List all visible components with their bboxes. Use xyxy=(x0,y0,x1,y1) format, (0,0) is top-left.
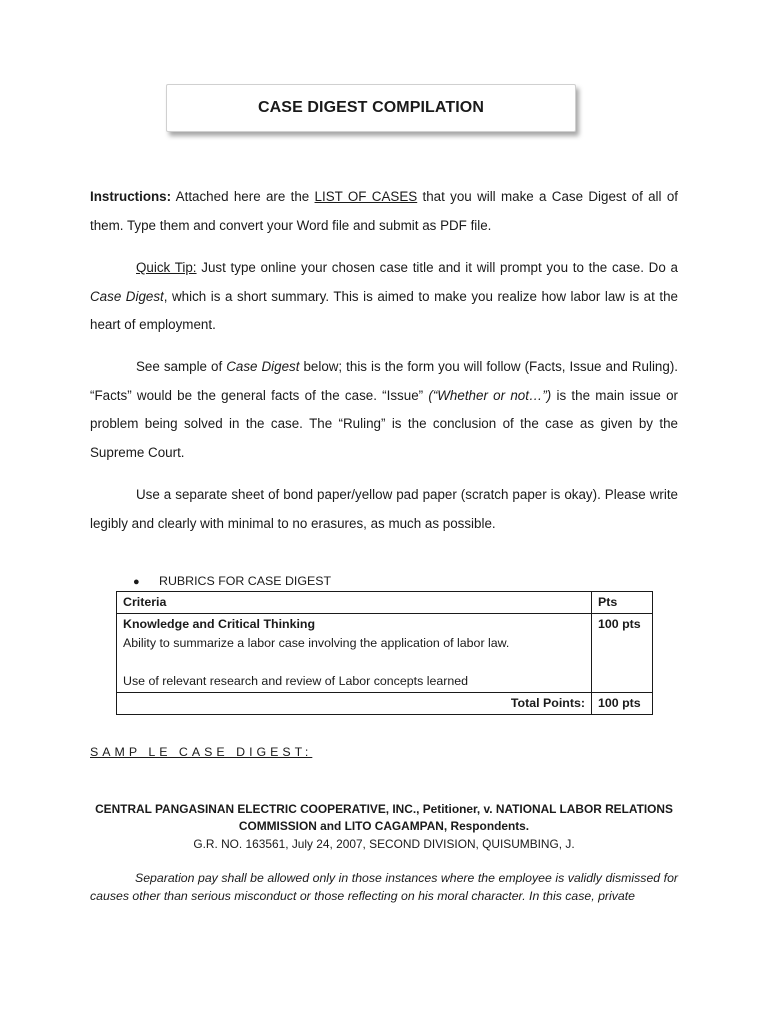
sample-text-pre: See sample of xyxy=(136,359,227,374)
criteria-line-1: Ability to summarize a labor case involving the application of labor law. xyxy=(123,636,510,650)
rubrics-bullet-label: RUBRICS FOR CASE DIGEST xyxy=(159,574,332,588)
rubrics-bullet xyxy=(133,572,331,591)
quick-tip-paragraph xyxy=(90,254,678,340)
quick-tip-text-pre: Just type online your chosen case title and it will prompt you to the case. Do a xyxy=(196,260,678,275)
case-citation: G.R. NO. 163561, July 24, 2007, SECOND DIVISION, QUISUMBING, J. xyxy=(193,837,575,851)
sample-text-mid: below; this is the form you will follow (Facts, Issue and Ruling). “Facts” would be the general facts of the case. “Issue” xyxy=(90,359,678,403)
rubrics-table xyxy=(116,591,653,715)
quick-tip-text-post: , which is a short summary. This is aimed to make you realize how labor law is at the heart of employment. xyxy=(90,288,678,332)
table-row xyxy=(117,592,653,614)
document-title: CASE DIGEST COMPILATION xyxy=(257,99,484,116)
paper-paragraph: Use a separate sheet of bond paper/yellow pad paper (scratch paper is okay). Please write legibly and clearly with minimal to no erasures, as much as possible. xyxy=(90,487,678,531)
total-pts: 100 pts xyxy=(592,693,653,715)
case-summary xyxy=(90,870,678,905)
bullet-icon: ● xyxy=(133,576,140,588)
sample-text-post: is the main issue or problem being solved in the case. The “Ruling” is the conclusion of the case as given by the Supreme Court. xyxy=(90,387,679,460)
quick-tip-label: Quick Tip: xyxy=(136,260,197,275)
title-box xyxy=(166,84,576,132)
table-row xyxy=(117,693,653,715)
criteria-header: Criteria xyxy=(117,592,592,614)
instructions-paragraph xyxy=(90,183,678,240)
criteria-line-2: Use of relevant research and review of Labor concepts learned xyxy=(123,674,469,688)
sample-em2: (“Whether or not…”) xyxy=(428,387,552,403)
case-parties-line-2: COMMISSION and LITO CAGAMPAN, Respondents. xyxy=(238,819,530,833)
instructions-text-post: that you will make a Case Digest of all of them. Type them and convert your Word file and submit as PDF file. xyxy=(90,189,678,233)
quick-tip-em: Case Digest xyxy=(90,288,164,304)
list-of-cases-link[interactable]: LIST OF CASES xyxy=(314,189,418,204)
instructions-text-pre: Attached here are the xyxy=(171,189,315,204)
sample-paragraph xyxy=(90,353,678,467)
instructions-label: Instructions: xyxy=(90,189,172,204)
criteria-title: Knowledge and Critical Thinking xyxy=(123,617,316,631)
sample-case-heading: SAMP LE CASE DIGEST: xyxy=(90,745,313,759)
total-label: Total Points: xyxy=(117,693,592,715)
sample-em: Case Digest xyxy=(226,359,300,374)
criteria-cell xyxy=(117,614,592,693)
case-parties-line-1: CENTRAL PANGASINAN ELECTRIC COOPERATIVE, INC., Petitioner, v. NATIONAL LABOR RELATIONS xyxy=(95,802,673,816)
table-row xyxy=(117,614,653,693)
case-summary-text: Separation pay shall be allowed only in those instances where the employee is validly dismissed for causes other than serious misconduct or those reflecting on his moral character. In this case, private xyxy=(90,871,678,903)
pts-header: Pts xyxy=(592,592,653,614)
criteria-pts: 100 pts xyxy=(592,614,653,693)
